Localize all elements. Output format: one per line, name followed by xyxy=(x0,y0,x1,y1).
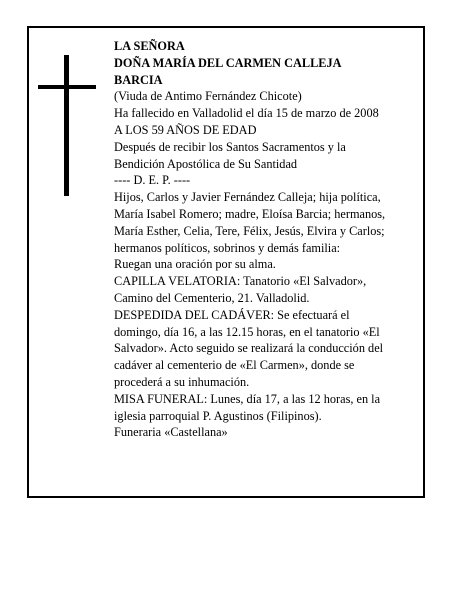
body-line: DESPEDIDA DEL CADÁVER: Se efectuará el xyxy=(114,307,350,322)
body-line: María Esther, Celia, Tere, Félix, Jesús, Elvira y Carlos; xyxy=(114,223,385,238)
body-line: (Viuda de Antimo Fernández Chicote) xyxy=(114,89,302,104)
body-line: Hijos, Carlos y Javier Fernández Calleja; hija política, xyxy=(114,190,381,205)
body-line: A LOS 59 AÑOS DE EDAD xyxy=(114,122,257,137)
body-line: MISA FUNERAL: Lunes, día 17, a las 12 horas, en la xyxy=(114,391,381,406)
body-line: hermanos políticos, sobrinos y demás familia: xyxy=(114,240,341,255)
cross-vertical-bar xyxy=(64,55,69,196)
body-line: ---- D. E. P. ---- xyxy=(114,173,191,188)
obituary-text xyxy=(114,38,420,441)
body-line: CAPILLA VELATORIA: Tanatorio «El Salvador», xyxy=(114,274,367,289)
deceased-name: DOÑA MARÍA DEL CARMEN CALLEJA xyxy=(114,55,342,70)
body-line: Bendición Apostólica de Su Santidad xyxy=(114,156,298,171)
body-line: Camino del Cementerio, 21. Valladolid. xyxy=(114,290,310,305)
body-line: Después de recibir los Santos Sacramentos y la xyxy=(114,139,346,154)
body-line: domingo, día 16, a las 12.15 horas, en el tanatorio «El xyxy=(114,324,380,339)
body-line: Ruegan una oración por su alma. xyxy=(114,257,276,272)
deceased-name-cont: BARCIA xyxy=(114,72,163,87)
title-line: LA SEÑORA xyxy=(114,39,185,53)
body-line: Ha fallecido en Valladolid el día 15 de marzo de 2008 xyxy=(114,106,379,121)
body-line: Funeraria «Castellana» xyxy=(114,425,228,440)
body-line: Salvador». Acto seguido se realizará la conducción del xyxy=(114,341,384,356)
cross-horizontal-bar xyxy=(38,85,96,89)
body-line: cadáver al cementerio de «El Carmen», donde se xyxy=(114,358,355,373)
body-line: María Isabel Romero; madre, Eloísa Barcia; hermanos, xyxy=(114,206,386,221)
body-line: iglesia parroquial P. Agustinos (Filipinos). xyxy=(114,408,322,423)
body-line: procederá a su inhumación. xyxy=(114,374,250,389)
